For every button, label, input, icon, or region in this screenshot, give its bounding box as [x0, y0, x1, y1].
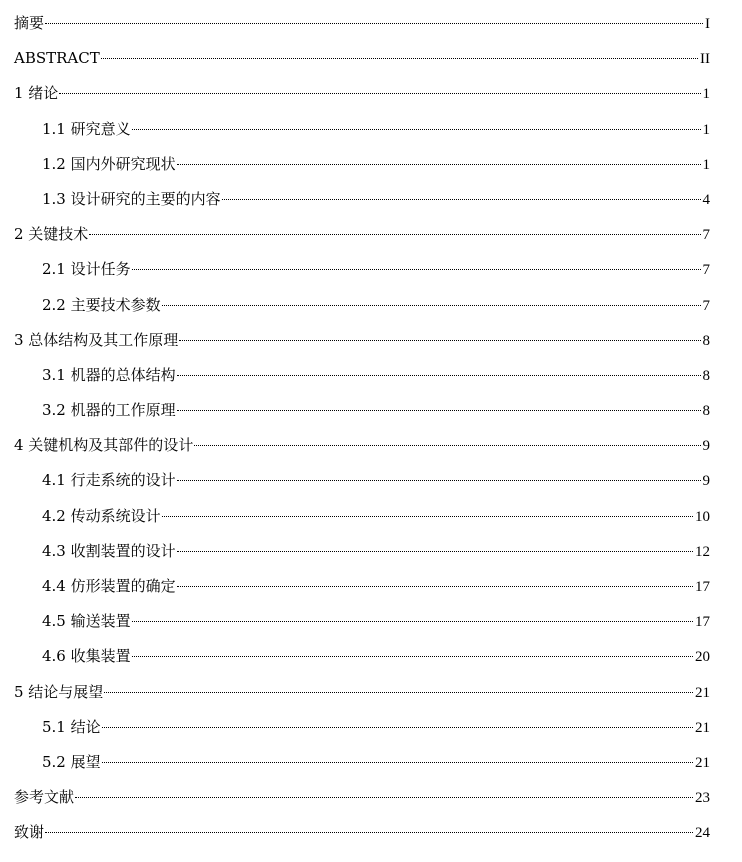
toc-entry-section-3-1[interactable]: [14, 358, 710, 393]
toc-entry-chapter-3[interactable]: [14, 323, 710, 358]
toc-entry-title: 5.2 展望: [42, 752, 101, 771]
toc-entry-section-4-6[interactable]: [14, 639, 710, 674]
toc-entry-title: 4.3 收割装置的设计: [42, 541, 176, 560]
toc-leader-dots: [177, 586, 693, 587]
toc-leader-dots: [59, 93, 700, 94]
toc-entry-chapter-5[interactable]: [14, 675, 710, 710]
toc-entry-page: 8: [702, 332, 710, 349]
toc-entry-page: 23: [695, 790, 710, 807]
toc-entry-title: 4.2 传动系统设计: [42, 506, 161, 525]
toc-entry-abstract-cn[interactable]: [14, 6, 710, 41]
toc-entry-title: 4.1 行走系统的设计: [42, 471, 176, 490]
toc-leader-dots: [177, 480, 701, 481]
toc-leader-dots: [132, 269, 701, 270]
toc-entry-abstract-en[interactable]: [14, 41, 710, 76]
toc-entry-section-5-2[interactable]: [14, 745, 710, 780]
toc-entry-section-1-1[interactable]: [14, 112, 710, 147]
toc-entry-title: 3 总体结构及其工作原理: [14, 330, 179, 349]
toc-entry-section-4-3[interactable]: [14, 534, 710, 569]
toc-entry-page: 9: [702, 473, 710, 490]
toc-entry-page: 8: [702, 403, 710, 420]
toc-leader-dots: [102, 762, 693, 763]
toc-entry-acknowledgements[interactable]: [14, 815, 710, 850]
toc-leader-dots: [45, 832, 693, 833]
toc-entry-page: 10: [695, 508, 710, 525]
toc-entry-section-4-2[interactable]: [14, 499, 710, 534]
toc-entry-title: ABSTRACT: [14, 49, 100, 68]
toc-entry-page: 1: [702, 121, 710, 138]
toc-entry-title: 1.3 设计研究的主要的内容: [42, 189, 221, 208]
toc-entry-title: 摘要: [14, 14, 45, 32]
toc-entry-section-4-4[interactable]: [14, 569, 710, 604]
toc-entry-chapter-2[interactable]: [14, 217, 710, 252]
toc-leader-dots: [162, 305, 701, 306]
toc-leader-dots: [177, 551, 693, 552]
toc-entry-title: 2.2 主要技术参数: [42, 295, 161, 314]
toc-leader-dots: [194, 445, 700, 446]
toc-leader-dots: [177, 375, 701, 376]
toc-entry-page: 21: [695, 754, 710, 771]
toc-entry-title: 参考文献: [14, 788, 75, 807]
toc-entry-page: II: [700, 51, 710, 68]
toc-entry-title: 1 绪论: [14, 84, 59, 103]
toc-leader-dots: [179, 340, 700, 341]
toc-entry-page: 20: [695, 649, 710, 666]
toc-leader-dots: [162, 516, 693, 517]
toc-entry-title: 5.1 结论: [42, 717, 101, 736]
table-of-contents: [14, 6, 710, 851]
toc-entry-title: 4.4 仿形装置的确定: [42, 577, 176, 595]
toc-entry-chapter-1[interactable]: [14, 76, 710, 111]
toc-entry-page: 24: [695, 825, 710, 842]
toc-leader-dots: [89, 234, 700, 235]
toc-entry-section-4-5[interactable]: [14, 604, 710, 639]
toc-entry-title: 1.2 国内外研究现状: [42, 154, 176, 173]
toc-leader-dots: [132, 129, 701, 130]
toc-leader-dots: [45, 23, 703, 24]
toc-leader-dots: [101, 58, 698, 59]
toc-entry-section-1-3[interactable]: [14, 182, 710, 217]
toc-entry-title: 4.6 收集装置: [42, 647, 131, 666]
toc-entry-page: 21: [695, 719, 710, 736]
toc-entry-title: 2.1 设计任务: [42, 260, 131, 279]
toc-entry-page: 7: [702, 227, 710, 244]
toc-entry-title: 5 结论与展望: [14, 682, 104, 701]
toc-entry-page: 17: [695, 579, 710, 595]
toc-entry-title: 2 关键技术: [14, 225, 89, 244]
toc-entry-title: 3.1 机器的总体结构: [42, 365, 176, 384]
toc-entry-section-2-2[interactable]: [14, 288, 710, 323]
toc-entry-section-3-2[interactable]: [14, 393, 710, 428]
toc-leader-dots: [132, 621, 693, 622]
toc-entry-page: 1: [702, 86, 710, 103]
toc-leader-dots: [102, 727, 693, 728]
toc-entry-title: 4.5 输送装置: [42, 612, 131, 631]
toc-entry-page: 8: [702, 367, 710, 384]
toc-leader-dots: [75, 797, 693, 798]
toc-leader-dots: [104, 692, 693, 693]
toc-entry-section-5-1[interactable]: [14, 710, 710, 745]
toc-entry-page: 7: [702, 297, 710, 314]
toc-leader-dots: [132, 656, 693, 657]
toc-entry-page: 17: [695, 614, 710, 631]
toc-entry-page: 9: [702, 438, 710, 455]
toc-entry-section-2-1[interactable]: [14, 252, 710, 287]
toc-entry-title: 1.1 研究意义: [42, 119, 131, 138]
toc-entry-page: 21: [695, 684, 710, 701]
toc-entry-section-1-2[interactable]: [14, 147, 710, 182]
toc-leader-dots: [177, 164, 701, 165]
toc-entry-references[interactable]: [14, 780, 710, 815]
toc-entry-section-4-1[interactable]: [14, 463, 710, 498]
toc-entry-page: I: [705, 16, 710, 32]
toc-entry-page: 12: [695, 543, 710, 560]
toc-entry-title: 4 关键机构及其部件的设计: [14, 436, 194, 455]
toc-entry-title: 致谢: [14, 823, 45, 842]
toc-leader-dots: [222, 199, 701, 200]
toc-entry-title: 3.2 机器的工作原理: [42, 401, 176, 420]
toc-entry-chapter-4[interactable]: [14, 428, 710, 463]
toc-leader-dots: [177, 410, 701, 411]
toc-entry-page: 1: [702, 156, 710, 173]
toc-entry-page: 7: [702, 262, 710, 279]
toc-entry-page: 4: [702, 191, 710, 208]
